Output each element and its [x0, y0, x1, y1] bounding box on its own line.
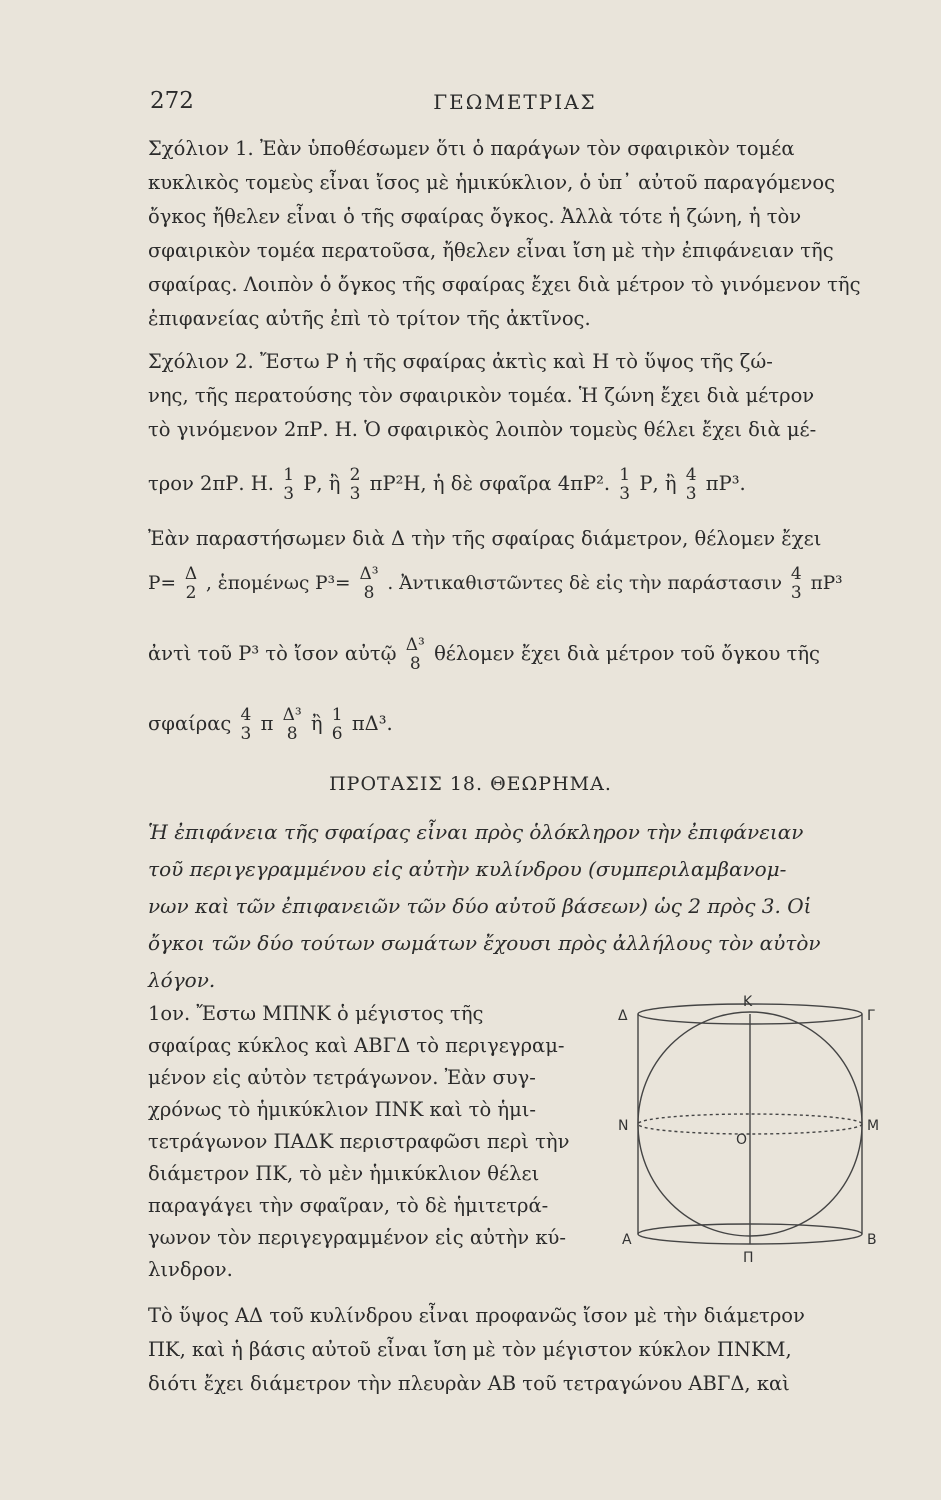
proof-line: διάμετρον ΠΚ, τὸ μὲν ἡμικύκλιον θέλει: [148, 1162, 540, 1185]
figure-label: Δ: [618, 1008, 628, 1024]
figure-label: Π: [743, 1250, 754, 1266]
proof-line: τετράγωνον ΠΑΔΚ περιστραφῶσι περὶ τὴν: [148, 1130, 570, 1153]
formula-text: πΡ³: [810, 573, 843, 594]
scholion2-line: Σχόλιον 2. Ἔστω Ρ ἡ τῆς σφαίρας ἀκτὶς καὶ Η τὸ ὕψος τῆς ζώ-: [148, 350, 773, 373]
fraction: 4 3: [790, 564, 802, 603]
formula-text: , ἑπομένως Ρ³=: [206, 573, 351, 594]
figure-label: Α: [622, 1232, 632, 1248]
formula-text: σφαίρας: [148, 712, 232, 735]
fraction: Δ³ 8: [359, 564, 379, 603]
proof-line: 1ον. Ἔστω ΜΠΝΚ ὁ μέγιστος τῆς: [148, 1002, 484, 1025]
figure-label: Ν: [618, 1118, 629, 1134]
fraction: 1 6: [331, 704, 343, 744]
proposition-line: ὄγκοι τῶν δύο τούτων σωμάτων ἔχουσι πρὸς ἀλλήλους τὸν αὐτὸν: [148, 931, 821, 955]
formula-text: ἀντὶ τοῦ Ρ³ τὸ ἴσον αὐτῷ: [148, 642, 397, 665]
scholion1-line: σφαίρας. Λοιπὸν ὁ ὄγκος τῆς σφαίρας ἔχει διὰ μέτρον τὸ γινόμενον τῆς: [148, 273, 861, 296]
formula-text: ἢ: [310, 712, 323, 735]
formula-line: [148, 460, 888, 508]
proof-line: μένον εἰς αὐτὸν τετράγωνον. Ἐὰν συγ-: [148, 1066, 536, 1089]
formula-text: πΔ³.: [351, 712, 393, 735]
formula-line: [148, 630, 888, 678]
formula-line: [148, 560, 888, 608]
fraction: 2 3: [349, 464, 361, 504]
proposition-line: νων καὶ τῶν ἐπιφανειῶν τῶν δύο αὐτοῦ βάσεων) ὡς 2 πρὸς 3. Οἱ: [148, 894, 812, 918]
formula-text: τρον 2πΡ. Η.: [148, 472, 274, 495]
figure-svg: [612, 990, 888, 1270]
running-header: [150, 88, 880, 122]
formula-text: Ρ, ἢ: [639, 472, 677, 495]
fraction: 4 3: [685, 464, 697, 504]
fraction: Δ 2: [184, 564, 198, 603]
formula-line: [148, 700, 888, 748]
scholion2-line: νης, τῆς περατούσης τὸν σφαιρικὸν τομέα. Ἡ ζώνη ἔχει διὰ μέτρον: [148, 384, 815, 407]
cylinder-sphere-figure: [612, 990, 888, 1270]
fraction: Δ³ 8: [282, 704, 302, 744]
formula-text: πΡ²Η, ἡ δὲ σφαῖρα 4πΡ².: [369, 472, 611, 495]
figure-label: Γ: [867, 1008, 875, 1024]
scholion1-line: ὄγκος ἤθελεν εἶναι ὁ τῆς σφαίρας ὄγκος. Ἀλλὰ τότε ἡ ζώνη, ἡ τὸν: [148, 205, 802, 228]
proof-line: γωνον τὸν περιγεγραμμένον εἰς αὐτὴν κύ-: [148, 1226, 566, 1249]
running-title: ΓΕΩΜΕΤΡΙΑΣ: [433, 90, 597, 114]
fraction: Δ³ 8: [405, 634, 425, 674]
fraction: 4 3: [240, 704, 252, 744]
formula-text: Ρ, ἢ: [303, 472, 341, 495]
proof-line: παραγάγει τὴν σφαῖραν, τὸ δὲ ἡμιτετρά-: [148, 1194, 549, 1217]
formula-text: . Ἀντικαθιστῶντες δὲ εἰς τὴν παράστασιν: [387, 573, 782, 594]
final-line: Τὸ ὕψος ΑΔ τοῦ κυλίνδρου εἶναι προφανῶς ἴσον μὲ τὴν διάμετρον: [148, 1304, 805, 1327]
figure-label: Κ: [743, 994, 753, 1010]
fraction: 1 3: [619, 464, 631, 504]
final-line: διότι ἔχει διάμετρον τὴν πλευρὰν ΑΒ τοῦ τετραγώνου ΑΒΓΔ, καὶ: [148, 1372, 790, 1395]
scholion1-line: ἐπιφανείας αὐτῆς ἐπὶ τὸ τρίτον τῆς ἀκτῖνος.: [148, 307, 591, 330]
formula-text: Ρ=: [148, 573, 176, 594]
proposition-heading: ΠΡΟΤΑΣΙΣ 18. ΘΕΩΡΗΜΑ.: [329, 773, 612, 795]
proposition-line: τοῦ περιγεγραμμένου εἰς αὐτὴν κυλίνδρου (συμπεριλαμβανομ-: [148, 857, 787, 881]
figure-label: Μ: [867, 1118, 880, 1134]
proposition-line: Ἡ ἐπιφάνεια τῆς σφαίρας εἶναι πρὸς ὁλόκληρον τὴν ἐπιφάνειαν: [148, 820, 804, 844]
fraction: 1 3: [283, 464, 295, 504]
scholion1-line: σφαιρικὸν τομέα περατοῦσα, ἤθελεν εἶναι ἴση μὲ τὴν ἐπιφάνειαν τῆς: [148, 239, 834, 262]
formula-text: πΡ³.: [705, 472, 746, 495]
proof-line: χρόνως τὸ ἡμικύκλιον ΠΝΚ καὶ τὸ ἡμι-: [148, 1098, 537, 1121]
figure-label: Β: [867, 1232, 877, 1248]
formula-text: π: [260, 712, 274, 735]
proof-line: σφαίρας κύκλος καὶ ΑΒΓΔ τὸ περιγεγραμ-: [148, 1034, 565, 1057]
page-number: 272: [150, 88, 194, 114]
proof-line: λινδρον.: [148, 1258, 233, 1281]
figure-label: Ο: [736, 1132, 748, 1148]
paragraph-line: Ἐὰν παραστήσωμεν διὰ Δ τὴν τῆς σφαίρας διάμετρον, θέλομεν ἔχει: [148, 527, 822, 550]
final-line: ΠΚ, καὶ ἡ βάσις αὐτοῦ εἶναι ἴση μὲ τὸν μέγιστον κύκλον ΠΝΚΜ,: [148, 1338, 792, 1361]
formula-text: θέλομεν ἔχει διὰ μέτρον τοῦ ὄγκου τῆς: [434, 642, 820, 665]
scholion2-line: τὸ γινόμενον 2πΡ. Η. Ὁ σφαιρικὸς λοιπὸν τομεὺς θέλει ἔχει διὰ μέ-: [148, 418, 817, 441]
proposition-line: λόγον.: [148, 968, 216, 992]
scholion1-line: κυκλικὸς τομεὺς εἶναι ἴσος μὲ ἡμικύκλιον, ὁ ὑπ᾽ αὐτοῦ παραγόμενος: [148, 171, 836, 194]
scholion1-line: Σχόλιον 1. Ἐὰν ὑποθέσωμεν ὅτι ὁ παράγων τὸν σφαιρικὸν τομέα: [148, 137, 795, 160]
